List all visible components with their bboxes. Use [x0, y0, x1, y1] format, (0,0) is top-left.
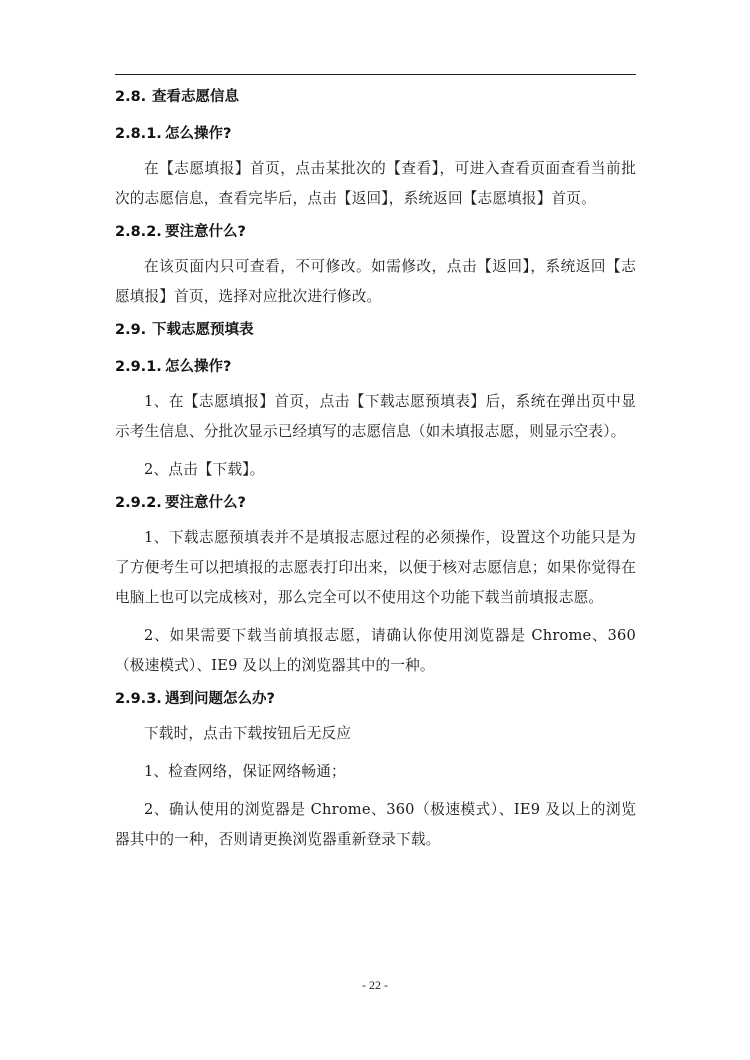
section-heading-2-8 [115, 87, 636, 107]
section-title: 查看志愿信息 [152, 89, 239, 105]
section-title: 遇到问题怎么办? [165, 691, 275, 707]
section-heading-2-9-1 [115, 357, 636, 377]
section-number: 2.8.1. [115, 126, 162, 142]
paragraph: 1、下载志愿预填表并不是填报志愿过程的必须操作，设置这个功能只是为了方便考生可以把填报的志愿表打印出来，以便于核对志愿信息；如果你觉得在电脑上也可以完成核对，那么完全可以不使用这个功能下载当前填报志愿。 [115, 529, 636, 606]
section-number: 2.9.2. [115, 495, 162, 511]
section-heading-2-8-2 [115, 222, 636, 242]
section-title: 要注意什么? [165, 224, 246, 240]
paragraph: 1、检查网络，保证网络畅通； [144, 763, 346, 780]
section-number: 2.9. [115, 322, 147, 338]
section-heading-2-9-2 [115, 493, 636, 513]
section-heading-2-8-1 [115, 124, 636, 144]
paragraph: 2、确认使用的浏览器是 Chrome、360（极速模式）、IE9 及以上的浏览器其中的一种，否则请更换浏览器重新登录下载。 [115, 801, 636, 848]
header-rule [115, 74, 636, 75]
section-title: 怎么操作? [165, 359, 232, 375]
section-number: 2.9.1. [115, 359, 162, 375]
page-number: - 22 - [362, 978, 388, 992]
section-number: 2.9.3. [115, 691, 162, 707]
section-heading-2-9 [115, 320, 636, 340]
section-heading-2-9-3 [115, 689, 636, 709]
paragraph: 在该页面内只可查看，不可修改。如需修改，点击【返回】，系统返回【志愿填报】首页，选择对应批次进行修改。 [115, 258, 636, 305]
section-title: 怎么操作? [165, 126, 232, 142]
paragraph: 2、点击【下载】。 [144, 461, 265, 478]
document-page [115, 87, 636, 863]
section-title: 下载志愿预填表 [152, 322, 254, 338]
section-title: 要注意什么? [165, 495, 246, 511]
section-number: 2.8. [115, 89, 147, 105]
paragraph: 1、在【志愿填报】首页，点击【下载志愿预填表】后，系统在弹出页中显示考生信息、分批次显示已经填写的志愿信息（如未填报志愿，则显示空表）。 [115, 393, 636, 440]
paragraph: 在【志愿填报】首页，点击某批次的【查看】，可进入查看页面查看当前批次的志愿信息，查看完毕后，点击【返回】，系统返回【志愿填报】首页。 [115, 160, 636, 207]
paragraph: 下载时，点击下载按钮后无反应 [144, 725, 352, 742]
section-number: 2.8.2. [115, 224, 162, 240]
paragraph: 2、如果需要下载当前填报志愿，请确认你使用浏览器是 Chrome、360（极速模式）、IE9 及以上的浏览器其中的一种。 [115, 627, 636, 674]
